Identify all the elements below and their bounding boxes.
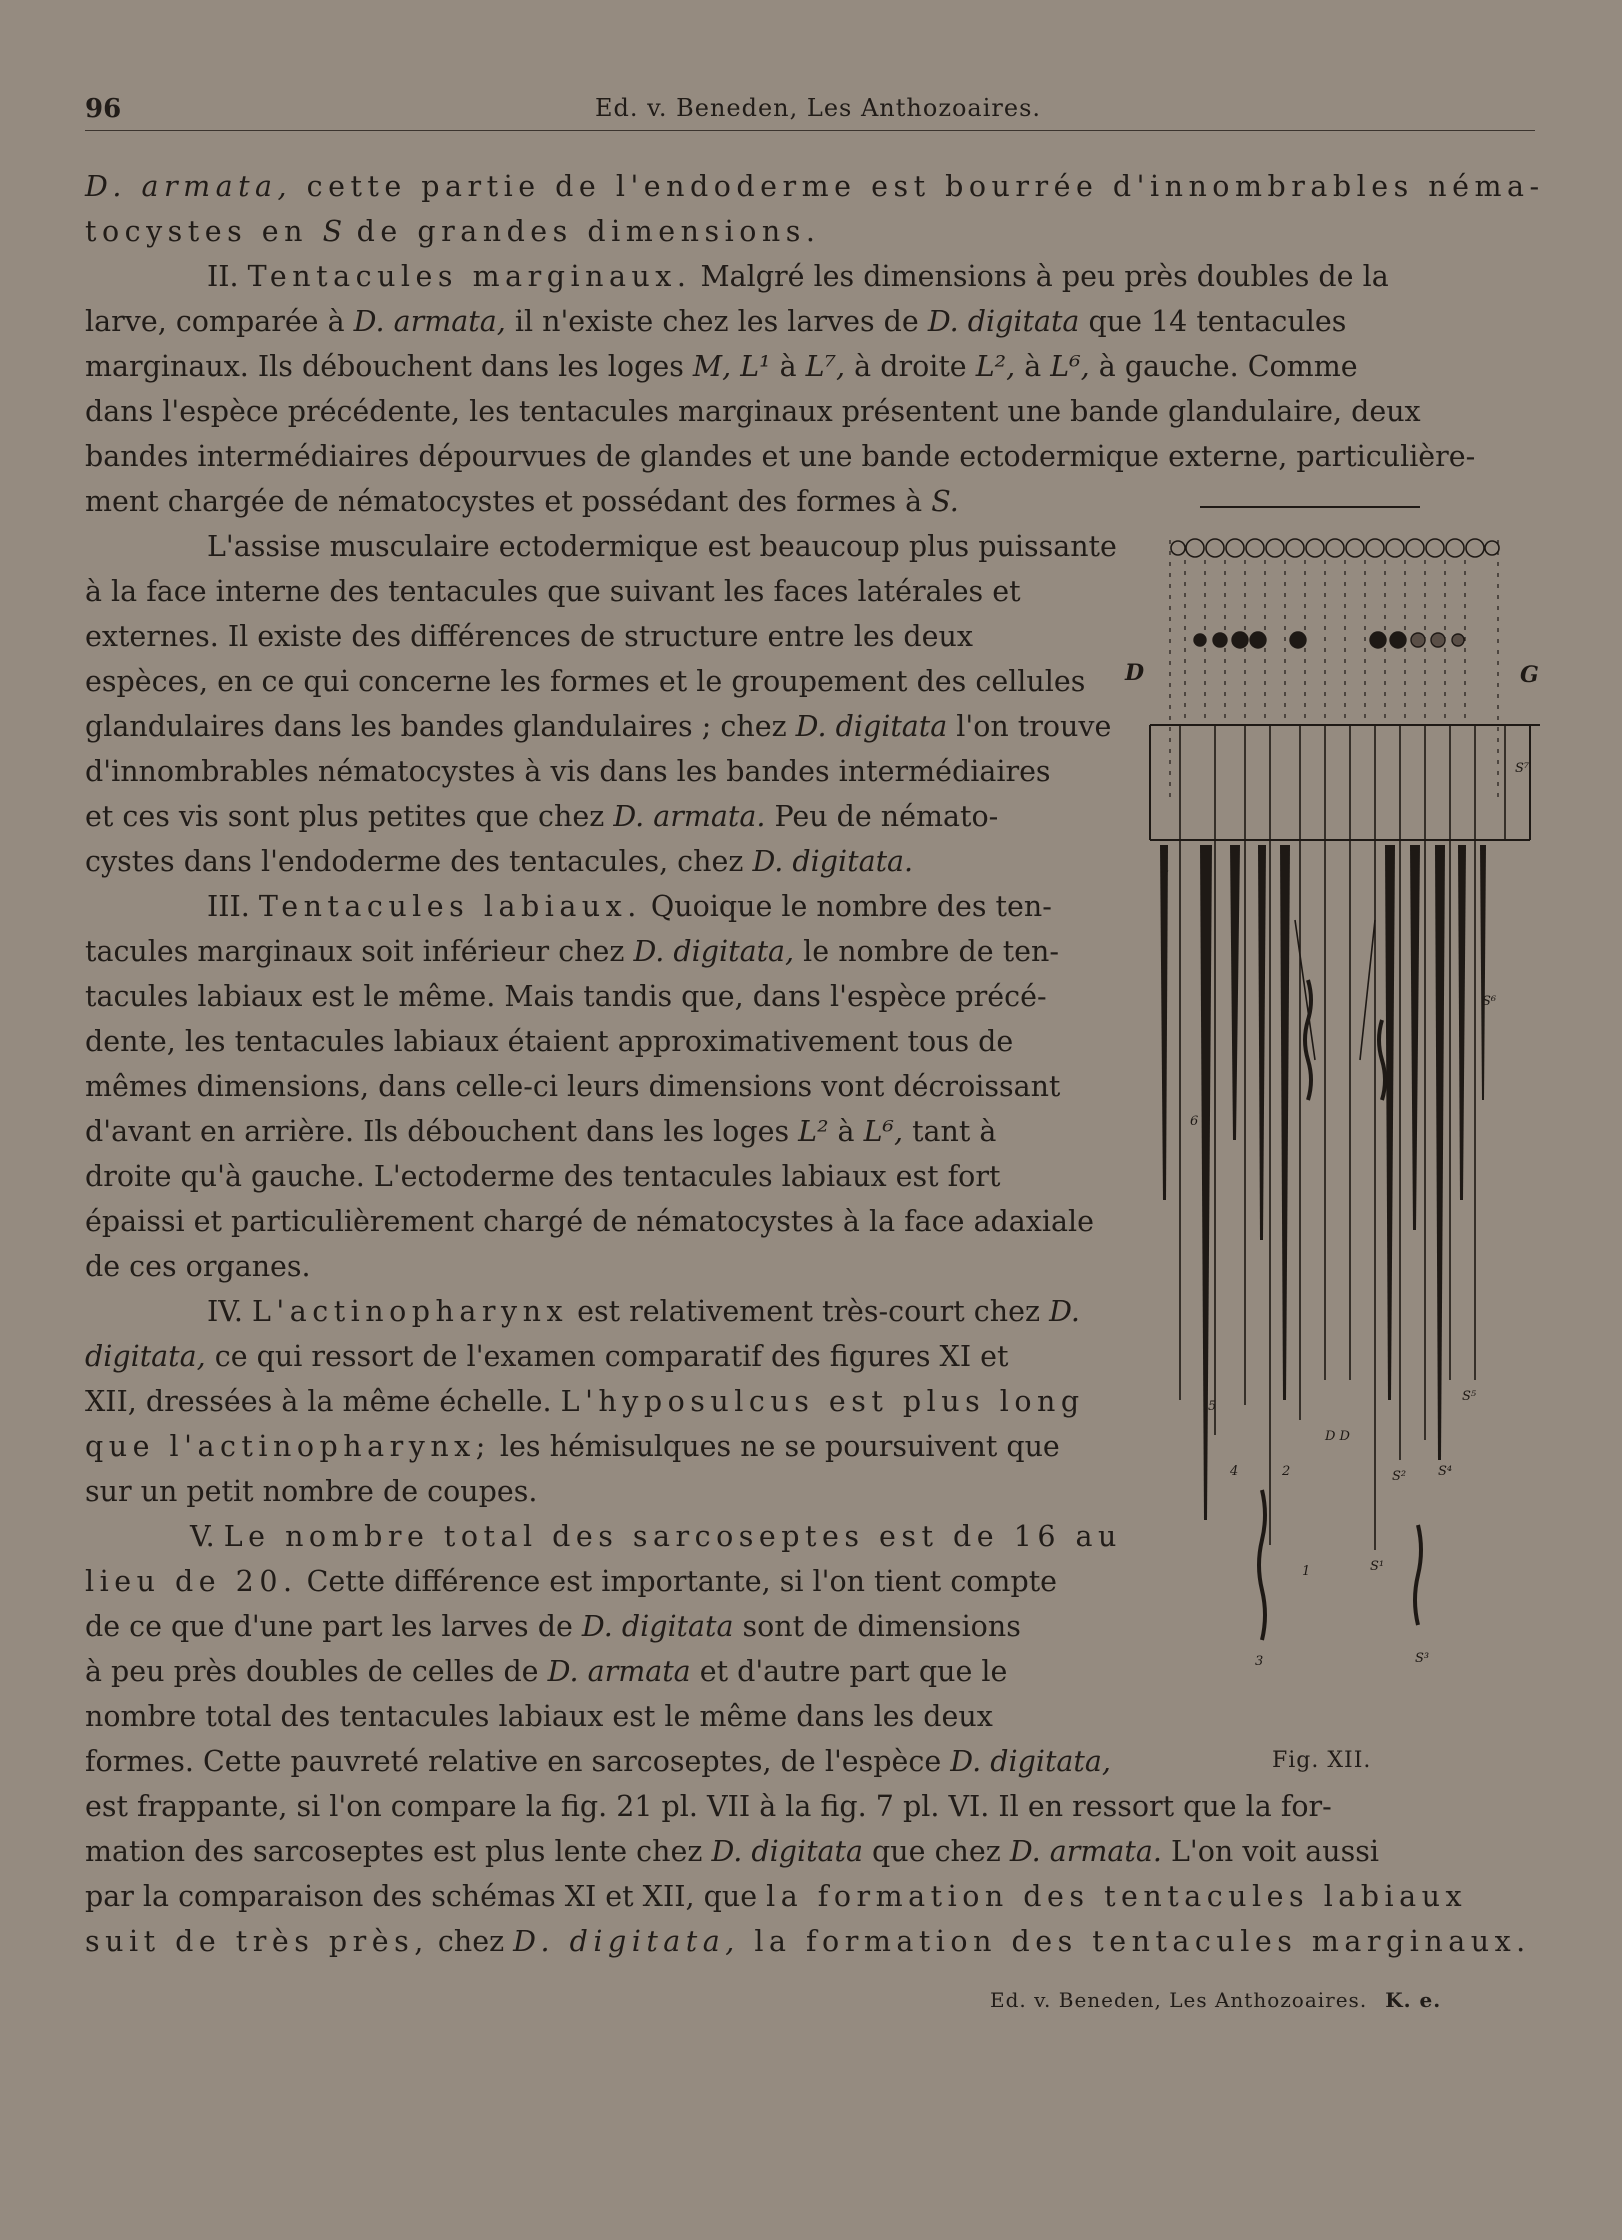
text-line: bandes intermédiaires dépourvues de glandes et une bande ectodermique externe, particulière- [85,440,1476,473]
fig-label-1: 1 [1302,1564,1311,1579]
fig-label-s5-right: S⁵ [1462,1389,1477,1404]
fig-label-6: 6 [1190,1114,1199,1129]
fig-label-d: D [1125,660,1145,686]
text-line: marginaux. Ils débouchent dans les loges M, L¹ à L⁷, à droite L², à L⁶, à gauche. Comme [85,350,1358,383]
page-number: 96 [85,94,122,124]
filled-dots-row [1194,632,1464,648]
text-line: espèces, en ce qui concerne les formes et le groupement des cellules [85,665,1086,698]
text-line: mêmes dimensions, dans celle-ci leurs dimensions vont décroissant [85,1070,1061,1103]
text-line: III. Tentacules labiaux. Quoique le nombre des ten- [207,890,1052,923]
fig-label-3: 3 [1255,1654,1264,1669]
figure-xii-diagram [1120,500,1560,1690]
running-title: Ed. v. Beneden, Les Anthozoaires. [595,94,1042,122]
fig-label-s7-right: S⁷ [1515,761,1530,776]
text-line: mation des sarcoseptes est plus lente chez D. digitata que chez D. armata. L'on voit aussi [85,1835,1379,1868]
text-line: par la comparaison des schémas XI et XII, que la formation des tentacules labiaux [85,1880,1468,1913]
page-header [85,94,1535,131]
text-line: glandulaires dans les bandes glandulaires ; chez D. digitata l'on trouve [85,710,1112,743]
text-line: de ces organes. [85,1250,311,1283]
frame-lines [1150,725,1540,840]
fig-label-s4-right: S⁴ [1438,1464,1453,1479]
fig-label-2: 2 [1282,1464,1291,1479]
tentacle-tapers [1160,845,1486,1520]
text-line: larve, comparée à D. armata, il n'existe chez les larves de D. digitata que 14 tentacules [85,305,1347,338]
text-line: D. armata, cette partie de l'endoderme est bourrée d'innombrables néma- [85,170,1545,203]
footer-mark: K. e. [1385,1988,1442,2012]
text-line: dente, les tentacules labiaux étaient approximativement tous de [85,1025,1014,1058]
text-line: droite qu'à gauche. L'ectoderme des tentacules labiaux est fort [85,1160,1001,1193]
text-line: d'avant en arrière. Ils débouchent dans les loges L² à L⁶, tant à [85,1115,997,1148]
text-line: externes. Il existe des différences de structure entre les deux [85,620,973,653]
text-line: est frappante, si l'on compare la fig. 21 pl. VII à la fig. 7 pl. VI. Il en ressort que la for- [85,1790,1332,1823]
page-footer [990,1988,1441,2012]
text-line: V. Le nombre total des sarcoseptes est de 16 au [190,1520,1122,1553]
fig-label-s2-right: S² [1392,1469,1407,1484]
text-line: ment chargée de nématocystes et possédant des formes à S. [85,485,959,518]
fig-label-dd: D D [1325,1429,1350,1444]
text-line: XII, dressées à la même échelle. L'hyposulcus est plus long [85,1385,1085,1418]
fig-label-7: 7 [1160,869,1169,884]
text-line: dans l'espèce précédente, les tentacules marginaux présentent une bande glandulaire, deux [85,395,1421,428]
text-line: IV. L'actinopharynx est relativement très-court chez D. [207,1295,1080,1328]
text-line: II. Tentacules marginaux. Malgré les dimensions à peu près doubles de la [207,260,1389,293]
text-line: suit de très près, chez D. digitata, la formation des tentacules marginaux. [85,1925,1531,1958]
fig-label-s6-right: S⁶ [1482,994,1497,1009]
text-line: de ce que d'une part les larves de D. digitata sont de dimensions [85,1610,1021,1643]
fig-label-s3-right: S³ [1415,1651,1430,1666]
text-line: cystes dans l'endoderme des tentacules, chez D. digitata. [85,845,914,878]
text-line: tocystes en S de grandes dimensions. [85,215,821,248]
fig-label-g: G [1520,662,1539,688]
text-line: formes. Cette pauvreté relative en sarcoseptes, de l'espèce D. digitata, [85,1745,1111,1778]
fig-label-s1-right: S¹ [1370,1559,1385,1574]
text-line: que l'actinopharynx; les hémisulques ne se poursuivent que [85,1430,1060,1463]
text-line: tacules marginaux soit inférieur chez D. digitata, le nombre de ten- [85,935,1059,968]
thin-vertical-lines [1180,725,1505,1550]
fig-label-4: 4 [1230,1464,1239,1479]
text-line: nombre total des tentacules labiaux est le même dans les deux [85,1700,993,1733]
fig-label-5: 5 [1208,1399,1217,1414]
text-line: tacules labiaux est le même. Mais tandis que, dans l'espèce précé- [85,980,1047,1013]
text-line: à peu près doubles de celles de D. armata et d'autre part que le [85,1655,1008,1688]
dotted-guides [1170,540,1498,800]
text-line: et ces vis sont plus petites que chez D. armata. Peu de némato- [85,800,999,833]
figure-caption: Fig. XII. [1272,1748,1372,1773]
text-line: à la face interne des tentacules que suivant les faces latérales et [85,575,1021,608]
text-line: épaissi et particulièrement chargé de nématocystes à la face adaxiale [85,1205,1094,1238]
text-line: lieu de 20. Cette différence est importante, si l'on tient compte [85,1565,1058,1598]
text-line: L'assise musculaire ectodermique est beaucoup plus puissante [207,530,1117,563]
text-line: digitata, ce qui ressort de l'examen comparatif des figures XI et [85,1340,1009,1373]
circles-row [1171,539,1499,557]
text-line: sur un petit nombre de coupes. [85,1475,538,1508]
text-line: d'innombrables nématocystes à vis dans les bandes intermédiaires [85,755,1051,788]
footer-text: Ed. v. Beneden, Les Anthozoaires. [990,1988,1368,2012]
